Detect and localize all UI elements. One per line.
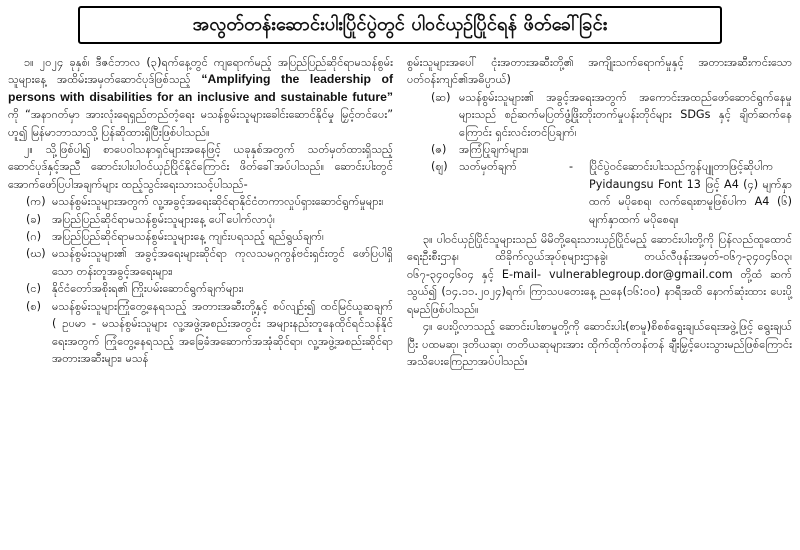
paragraph-1-intro: ၁။ ၂၀၂၄ ခုနှစ်၊ ဒီဇင်ဘာလ (၃)ရက်နေ့တွင် ကျရောက်မည့် အပြည်ပြည်ဆိုင်ရာမသန်စွမ်းသူများနေ့ အထိမ်းအမှတ်ဆောင်ပုဒ်ဖြစ်သည့် (8, 56, 393, 87)
requirements-dash: - (569, 160, 574, 174)
list-item-label: (ဃ) (26, 247, 46, 261)
list-item-label: (ဂ) (26, 230, 42, 244)
list-item-label: (ဇ) (431, 143, 447, 157)
list-item-text: အကြံပြုချက်များ။ (459, 143, 529, 157)
list-item-label: (ဈ) (431, 160, 448, 174)
list-item-text: မသန်စွမ်းသူများ၏ အခွင့်အရေးအတွက် အကောင်းအထည်ဖော်ဆောင်ရွက်နေမှုများသည် စဉ်ဆက်မပြတ်ဖွံ့ဖြိုးတိုးတက်မှုပန်းတိုင်များ SDGs နှင့် ချိတ်ဆက်နေကြောင်း ရှင်းလင်းတင်ပြချက်၊ (459, 90, 792, 139)
paragraph-2: ၂။ သို့ဖြစ်ပါ၍ စာပေဝါသနာရှင်များအနေဖြင့် ယခုနှစ်အတွက် သတ်မှတ်ထားရှိသည့် ဆောင်ပုဒ်နှင့်အညီ ဆောင်းပါးပါဝင်ယှဉ်ပြိုင်နိုင်ကြောင်း ဖိတ်ခေါ်အပ်ပါသည်။ ဆောင်းပါးတွင် အောက်ဖော်ပြပါအချက်များ ထည့်သွင်းရေးသားသင့်ပါသည်- (8, 143, 393, 191)
list-item (8, 280, 393, 297)
list-item-text: အပြည်ပြည်ဆိုင်ရာမသန်စွမ်းသူများနေ့ ကျင်းပရသည့် ရည်ရွယ်ချက်၊ (52, 230, 324, 244)
paragraph-4: ၄။ ပေးပို့လာသည့် ဆောင်းပါးစာမူတို့ကို ဆောင်းပါး(စာမူ)စိစစ်ရွေးချယ်ရေးအဖွဲ့ဖြင့် ရွေးချယ်ပြီး ပထမဆု၊ ဒုတိယဆု၊ တတိယဆုများအား ထိုက်ထိုက်တန်တန် ချီးမြှင့်ပေးသွားမည်ဖြစ်ကြောင်း အသိပေးကြေညာအပ်ပါသည်။ (407, 320, 792, 368)
list-item-label: (က) (26, 195, 46, 209)
list-item (8, 211, 393, 228)
right-column (407, 54, 792, 370)
list-item (407, 141, 792, 158)
list-item-text: မသန်စွမ်းသူများကြုံတွေ့နေရသည့် အတားအဆီးတို့နှင့် စပ်လျဉ်း၍ ထင်မြင်ယူဆချက် ( ဥပမာ - မသန်စွမ်းသူများ လူ့အဖွဲ့အစည်းအတွင်း အများနည်းတူနေထိုင်ရင်သန်နိုင်ရေးအတွက် ကြုံတွေ့နေရသည့် အခြေခံအဆောက်အအုံဆိုင်ရာ၊ လူ့အဖွဲ့အစည်းဆိုင်ရာ အတားအဆီးများ၊ မသန် (52, 299, 393, 365)
list-item-continuation: စွမ်းသူများအပေါ် ငုံးအတားအဆီးတို့၏ အကျိုးသက်ရောက်မှုနှင့် အတားအဆီးကင်းသော ပတ်ဝန်းကျင်၏အဓိပ္ပာယ်) (407, 56, 792, 87)
list-item (8, 193, 393, 210)
list-item-text: မသန်စွမ်းသူများအတွက် လူ့အခွင့်အရေးဆိုင်ရာနိုင်ငံတကာလှုပ်ရှားဆောင်ရွက်မှုများ၊ (52, 195, 384, 209)
list-item-text: နိုင်ငံတော်အစိုးရ၏ ကြိုးပမ်းဆောင်ရွက်ချက်များ၊ (52, 282, 244, 296)
list-item-label: (င) (26, 282, 41, 296)
list-item-label: (ဆ) (431, 90, 451, 104)
paragraph-1 (8, 54, 393, 141)
list-item-text: အပြည်ပြည်ဆိုင်ရာမသန်စွမ်းသူများနေ့ ပေါ်ပေါက်လာပုံ၊ (52, 212, 275, 226)
list-item (407, 89, 792, 141)
list-item-label: (စ) (26, 299, 42, 313)
requirements-key: သတ်မှတ်ချက် (459, 160, 518, 174)
list-item (8, 298, 393, 368)
list-item (8, 228, 393, 245)
body-columns (8, 54, 792, 370)
list-item-text: မသန်စွမ်းသူများ၏ အခွင့်အရေးများဆိုင်ရာ ကုလသမဂ္ဂကွန်ဗင်းရှင်းတွင် ဖော်ပြပါရှိသော တန်းတူအခွင့်အရေးများ၊ (52, 247, 393, 278)
page-title (78, 6, 722, 44)
page-title-text: အလွတ်တန်းဆောင်းပါးပြိုင်ပွဲတွင် ပါဝင်ယှဉ်ပြိုင်ရန် ဖိတ်ခေါ်ခြင်း (192, 13, 608, 35)
list-item (8, 245, 393, 280)
left-column (8, 54, 393, 370)
list-item-label: (ခ) (26, 212, 42, 226)
requirements-text: ပြိုင်ပွဲဝင်ဆောင်းပါးသည်ကွန်ပျူတာဖြင့်ဆိုပါက Pyidaungsu Font 13 ဖြင့် A4 (၄) မျက်နှာထက် မပိုစေရ၊ လက်ရေးစာမူဖြစ်ပါက A4 (၆) မျက်နှာထက် မပိုစေရ။ (589, 160, 792, 226)
requirements-item (407, 158, 792, 228)
theme-english: “Amplifying the leadership of persons with disabilities for an inclusive and sustainable future” (8, 72, 394, 104)
paragraph-3: ၃။ ပါဝင်ယှဉ်ပြိုင်သူများသည် မိမိတို့ရေးသားယှဉ်ပြိုင်မည့် ဆောင်းပါးတို့ကို ပြန်လည်ထူထောင်ရေးဦးစီးဌာန၊ ထိခိုက်လွယ်အုပ်စုများဌာနခွဲ၊ တယ်လီဖုန်းအမှတ်-၀၆၇-၃၄၀၄၆၀၃၊ ၀၆၇-၃၄၀၄၆၀၄ နှင့် E-mail- vulnerablegroup.dor@gmail.com တို့ထံ ဆက်သွယ်၍ (၁၄.၁၁.၂၀၂၄)ရက်၊ ကြာသပတေးနေ့ ညနေ(၁၆:၀၀) နာရီအထိ နောက်ဆုံးထား ပေးပို့ရမည်ဖြစ်ပါသည်။ (407, 233, 792, 316)
paragraph-1-rest: ကို “အနာဂတ်မှာ အားလုံးရေရှည်တည်တံ့ရေး မသန်စွမ်းသူများခေါင်းဆောင်နိုင်မှု မြှင့်တင်ပေး” ဟူ၍ မြန်မာဘာသာသို့ ပြန်ဆိုထားရှိပြီးဖြစ်ပါသည်။ (8, 108, 393, 139)
